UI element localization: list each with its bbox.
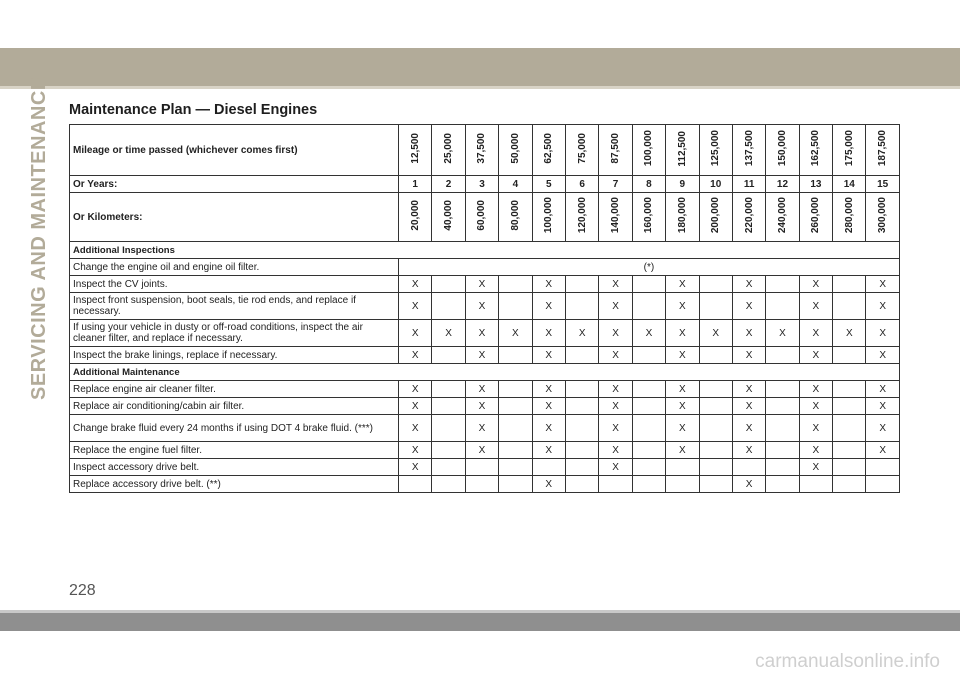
schedule-cell: X <box>799 347 832 364</box>
mileage-header-cell <box>399 125 432 176</box>
schedule-cell <box>632 442 665 459</box>
schedule-cell: X <box>799 293 832 320</box>
schedule-cell: X <box>465 415 498 442</box>
schedule-cell <box>833 276 866 293</box>
schedule-cell <box>699 398 732 415</box>
kilometers-cell <box>699 193 732 242</box>
mileage-header-cell <box>465 125 498 176</box>
mileage-header-cell <box>432 125 465 176</box>
mileage-value: 25,000 <box>443 133 455 164</box>
schedule-cell <box>499 415 532 442</box>
schedule-cell <box>565 276 598 293</box>
year-cell: 8 <box>632 176 665 193</box>
kilometers-row <box>70 193 900 242</box>
schedule-cell: X <box>399 320 432 347</box>
kilometers-value: 200,000 <box>710 197 722 234</box>
mileage-header-cell <box>565 125 598 176</box>
schedule-cell: X <box>632 320 665 347</box>
schedule-cell: X <box>532 276 565 293</box>
kilometers-value: 280,000 <box>843 197 855 234</box>
schedule-cell <box>833 381 866 398</box>
kilometers-value: 80,000 <box>509 200 521 231</box>
kilometers-cell <box>866 193 899 242</box>
kilometers-cell <box>666 193 699 242</box>
schedule-cell: X <box>866 415 899 442</box>
schedule-cell: X <box>666 293 699 320</box>
mileage-value: 112,500 <box>676 130 688 167</box>
kilometers-cell <box>833 193 866 242</box>
mileage-value: 75,000 <box>576 133 588 164</box>
mileage-value: 187,500 <box>877 130 889 167</box>
schedule-cell: X <box>532 381 565 398</box>
schedule-cell: X <box>799 442 832 459</box>
schedule-cell: X <box>599 398 632 415</box>
schedule-cell: X <box>666 398 699 415</box>
row-label: Replace engine air cleaner filter. <box>70 381 399 398</box>
schedule-cell: X <box>666 347 699 364</box>
kilometers-cell <box>565 193 598 242</box>
schedule-cell <box>599 476 632 493</box>
schedule-cell: X <box>599 459 632 476</box>
schedule-cell <box>499 459 532 476</box>
top-margin <box>0 0 960 48</box>
note-cell: (*) <box>399 259 900 276</box>
year-cell: 7 <box>599 176 632 193</box>
schedule-cell: X <box>799 381 832 398</box>
schedule-cell <box>632 415 665 442</box>
schedule-cell <box>732 459 765 476</box>
row-label: Inspect the brake linings, replace if necessary. <box>70 347 399 364</box>
schedule-cell <box>432 415 465 442</box>
year-cell: 15 <box>866 176 899 193</box>
page-number: 228 <box>69 582 96 599</box>
table-row <box>70 276 900 293</box>
schedule-cell <box>499 398 532 415</box>
schedule-cell: X <box>732 398 765 415</box>
year-cell: 1 <box>399 176 432 193</box>
schedule-cell: X <box>532 415 565 442</box>
year-cell: 14 <box>833 176 866 193</box>
schedule-cell: X <box>432 320 465 347</box>
schedule-cell: X <box>799 398 832 415</box>
year-cell: 11 <box>732 176 765 193</box>
schedule-cell <box>465 459 498 476</box>
schedule-cell <box>632 476 665 493</box>
schedule-cell: X <box>399 415 432 442</box>
schedule-cell: X <box>866 276 899 293</box>
schedule-cell <box>766 381 799 398</box>
schedule-cell: X <box>666 415 699 442</box>
mileage-value: 50,000 <box>509 133 521 164</box>
schedule-cell <box>499 476 532 493</box>
year-cell: 5 <box>532 176 565 193</box>
table-row <box>70 347 900 364</box>
schedule-cell <box>632 347 665 364</box>
schedule-cell <box>565 459 598 476</box>
schedule-cell: X <box>532 398 565 415</box>
schedule-cell: X <box>399 381 432 398</box>
mileage-value: 37,500 <box>476 133 488 164</box>
schedule-cell: X <box>666 381 699 398</box>
schedule-cell <box>499 442 532 459</box>
schedule-cell: X <box>732 320 765 347</box>
mileage-header-cell <box>866 125 899 176</box>
section-header: Additional Inspections <box>70 242 900 259</box>
maintenance-plan-table <box>69 124 900 493</box>
mileage-value: 62,500 <box>543 133 555 164</box>
schedule-cell: X <box>732 381 765 398</box>
schedule-cell <box>565 293 598 320</box>
schedule-cell <box>565 415 598 442</box>
schedule-cell <box>632 381 665 398</box>
years-row <box>70 176 900 193</box>
footer-band <box>0 613 960 631</box>
schedule-cell: X <box>399 398 432 415</box>
schedule-cell <box>699 476 732 493</box>
schedule-cell <box>632 459 665 476</box>
schedule-cell: X <box>866 442 899 459</box>
schedule-cell: X <box>599 347 632 364</box>
schedule-cell: X <box>799 276 832 293</box>
schedule-cell: X <box>732 293 765 320</box>
schedule-cell <box>632 398 665 415</box>
watermark: carmanualsonline.info <box>755 651 940 672</box>
kilometers-value: 240,000 <box>776 197 788 234</box>
schedule-cell: X <box>732 415 765 442</box>
schedule-cell <box>699 293 732 320</box>
schedule-cell <box>565 476 598 493</box>
schedule-cell: X <box>599 442 632 459</box>
schedule-cell: X <box>499 320 532 347</box>
row-label: Replace the engine fuel filter. <box>70 442 399 459</box>
schedule-cell: X <box>465 381 498 398</box>
year-cell: 13 <box>799 176 832 193</box>
schedule-cell: X <box>866 293 899 320</box>
row-label: Inspect accessory drive belt. <box>70 459 399 476</box>
mileage-header-cell <box>766 125 799 176</box>
kilometers-cell <box>766 193 799 242</box>
row-label: Change brake fluid every 24 months if using DOT 4 brake fluid. (***) <box>70 415 399 442</box>
kilometers-cell <box>799 193 832 242</box>
kilometers-cell <box>532 193 565 242</box>
kilometers-cell <box>599 193 632 242</box>
schedule-cell: X <box>799 320 832 347</box>
schedule-cell <box>666 459 699 476</box>
mileage-value: 150,000 <box>776 130 788 167</box>
schedule-cell: X <box>732 276 765 293</box>
row-label: Or Kilometers: <box>70 193 399 242</box>
schedule-cell <box>766 398 799 415</box>
schedule-cell <box>833 293 866 320</box>
schedule-cell <box>499 347 532 364</box>
schedule-cell <box>766 459 799 476</box>
kilometers-value: 180,000 <box>676 197 688 234</box>
table-row <box>70 476 900 493</box>
side-section-label: SERVICING AND MAINTENANCE <box>28 76 50 400</box>
schedule-cell <box>699 415 732 442</box>
year-cell: 6 <box>565 176 598 193</box>
section-header-row <box>70 242 900 259</box>
kilometers-cell <box>499 193 532 242</box>
schedule-cell <box>766 276 799 293</box>
schedule-cell <box>432 476 465 493</box>
schedule-cell <box>432 398 465 415</box>
kilometers-value: 160,000 <box>643 197 655 234</box>
schedule-cell: X <box>766 320 799 347</box>
schedule-cell: X <box>666 442 699 459</box>
mileage-header-cell <box>732 125 765 176</box>
schedule-cell: X <box>732 476 765 493</box>
kilometers-value: 120,000 <box>576 197 588 234</box>
kilometers-value: 100,000 <box>543 197 555 234</box>
year-cell: 3 <box>465 176 498 193</box>
schedule-cell: X <box>732 347 765 364</box>
schedule-cell <box>699 347 732 364</box>
schedule-cell: X <box>599 381 632 398</box>
kilometers-cell <box>432 193 465 242</box>
schedule-cell: X <box>599 276 632 293</box>
schedule-cell <box>666 476 699 493</box>
row-label: Inspect front suspension, boot seals, tie rod ends, and replace if necessary. <box>70 293 399 320</box>
schedule-cell: X <box>732 442 765 459</box>
year-cell: 12 <box>766 176 799 193</box>
schedule-cell: X <box>465 320 498 347</box>
kilometers-value: 300,000 <box>877 197 889 234</box>
schedule-cell: X <box>532 442 565 459</box>
row-label: Mileage or time passed (whichever comes first) <box>70 125 399 176</box>
schedule-cell <box>699 442 732 459</box>
schedule-cell <box>866 459 899 476</box>
schedule-cell: X <box>465 276 498 293</box>
mileage-value: 137,500 <box>743 130 755 167</box>
schedule-cell <box>432 347 465 364</box>
row-label: If using your vehicle in dusty or off-road conditions, inspect the air cleaner filter, and replace if necessary. <box>70 320 399 347</box>
schedule-cell <box>833 415 866 442</box>
schedule-cell <box>499 381 532 398</box>
schedule-cell <box>766 347 799 364</box>
schedule-cell <box>499 293 532 320</box>
kilometers-value: 220,000 <box>743 197 755 234</box>
schedule-cell <box>699 381 732 398</box>
table-row <box>70 293 900 320</box>
mileage-value: 12,500 <box>409 133 421 164</box>
schedule-cell <box>465 476 498 493</box>
kilometers-value: 20,000 <box>409 200 421 231</box>
schedule-cell <box>432 276 465 293</box>
schedule-cell: X <box>866 347 899 364</box>
schedule-cell <box>432 442 465 459</box>
schedule-cell <box>432 381 465 398</box>
schedule-cell: X <box>465 293 498 320</box>
schedule-cell <box>833 347 866 364</box>
schedule-cell <box>866 476 899 493</box>
section-title: Maintenance Plan — Diesel Engines <box>69 102 318 118</box>
schedule-cell <box>833 398 866 415</box>
schedule-cell <box>399 476 432 493</box>
row-label: Replace air conditioning/cabin air filter. <box>70 398 399 415</box>
schedule-cell <box>833 442 866 459</box>
schedule-cell: X <box>399 347 432 364</box>
schedule-cell: X <box>666 276 699 293</box>
row-label: Inspect the CV joints. <box>70 276 399 293</box>
year-cell: 9 <box>666 176 699 193</box>
table-row <box>70 459 900 476</box>
schedule-cell <box>799 476 832 493</box>
schedule-cell: X <box>465 398 498 415</box>
table-row <box>70 398 900 415</box>
mileage-value: 162,500 <box>810 130 822 167</box>
schedule-cell: X <box>399 442 432 459</box>
mileage-header-cell <box>699 125 732 176</box>
year-cell: 2 <box>432 176 465 193</box>
schedule-cell: X <box>699 320 732 347</box>
mileage-header-cell <box>532 125 565 176</box>
schedule-cell: X <box>599 320 632 347</box>
mileage-value: 100,000 <box>643 130 655 167</box>
kilometers-value: 260,000 <box>810 197 822 234</box>
kilometers-value: 40,000 <box>443 200 455 231</box>
schedule-cell <box>766 442 799 459</box>
schedule-cell <box>565 381 598 398</box>
kilometers-cell <box>732 193 765 242</box>
kilometers-cell <box>465 193 498 242</box>
schedule-cell: X <box>532 476 565 493</box>
mileage-value: 175,000 <box>843 130 855 167</box>
schedule-cell <box>699 276 732 293</box>
row-label: Or Years: <box>70 176 399 193</box>
schedule-cell: X <box>599 293 632 320</box>
kilometers-value: 140,000 <box>610 197 622 234</box>
schedule-cell: X <box>465 347 498 364</box>
schedule-cell: X <box>866 398 899 415</box>
schedule-cell: X <box>532 320 565 347</box>
mileage-header-cell <box>833 125 866 176</box>
schedule-cell <box>565 347 598 364</box>
schedule-cell <box>833 476 866 493</box>
year-cell: 4 <box>499 176 532 193</box>
schedule-cell <box>833 459 866 476</box>
schedule-cell: X <box>833 320 866 347</box>
schedule-cell <box>699 459 732 476</box>
header-band-rule <box>0 86 960 89</box>
schedule-cell <box>565 398 598 415</box>
schedule-cell <box>766 415 799 442</box>
schedule-cell: X <box>532 293 565 320</box>
year-cell: 10 <box>699 176 732 193</box>
mileage-header-cell <box>499 125 532 176</box>
section-header: Additional Maintenance <box>70 364 900 381</box>
schedule-cell: X <box>399 293 432 320</box>
schedule-cell: X <box>399 459 432 476</box>
schedule-cell: X <box>399 276 432 293</box>
schedule-cell <box>632 276 665 293</box>
schedule-cell <box>432 293 465 320</box>
table-row <box>70 381 900 398</box>
schedule-cell <box>499 276 532 293</box>
mileage-header-cell <box>799 125 832 176</box>
table-row <box>70 415 900 442</box>
table-row <box>70 259 900 276</box>
table-row <box>70 320 900 347</box>
mileage-value: 87,500 <box>610 133 622 164</box>
header-band <box>0 48 960 86</box>
mileage-value: 125,000 <box>710 130 722 167</box>
schedule-cell: X <box>799 415 832 442</box>
schedule-cell <box>766 293 799 320</box>
schedule-cell: X <box>799 459 832 476</box>
kilometers-value: 60,000 <box>476 200 488 231</box>
schedule-cell: X <box>666 320 699 347</box>
schedule-cell: X <box>565 320 598 347</box>
schedule-cell <box>766 476 799 493</box>
row-label: Change the engine oil and engine oil filter. <box>70 259 399 276</box>
schedule-cell: X <box>599 415 632 442</box>
row-label: Replace accessory drive belt. (**) <box>70 476 399 493</box>
table-row <box>70 442 900 459</box>
section-header-row <box>70 364 900 381</box>
schedule-cell <box>432 459 465 476</box>
mileage-header-cell <box>599 125 632 176</box>
mileage-header-row <box>70 125 900 176</box>
schedule-cell <box>632 293 665 320</box>
schedule-cell <box>532 459 565 476</box>
schedule-cell: X <box>532 347 565 364</box>
mileage-header-cell <box>666 125 699 176</box>
schedule-cell: X <box>866 320 899 347</box>
kilometers-cell <box>632 193 665 242</box>
mileage-header-cell <box>632 125 665 176</box>
schedule-cell <box>565 442 598 459</box>
schedule-cell: X <box>866 381 899 398</box>
kilometers-cell <box>399 193 432 242</box>
schedule-cell: X <box>465 442 498 459</box>
